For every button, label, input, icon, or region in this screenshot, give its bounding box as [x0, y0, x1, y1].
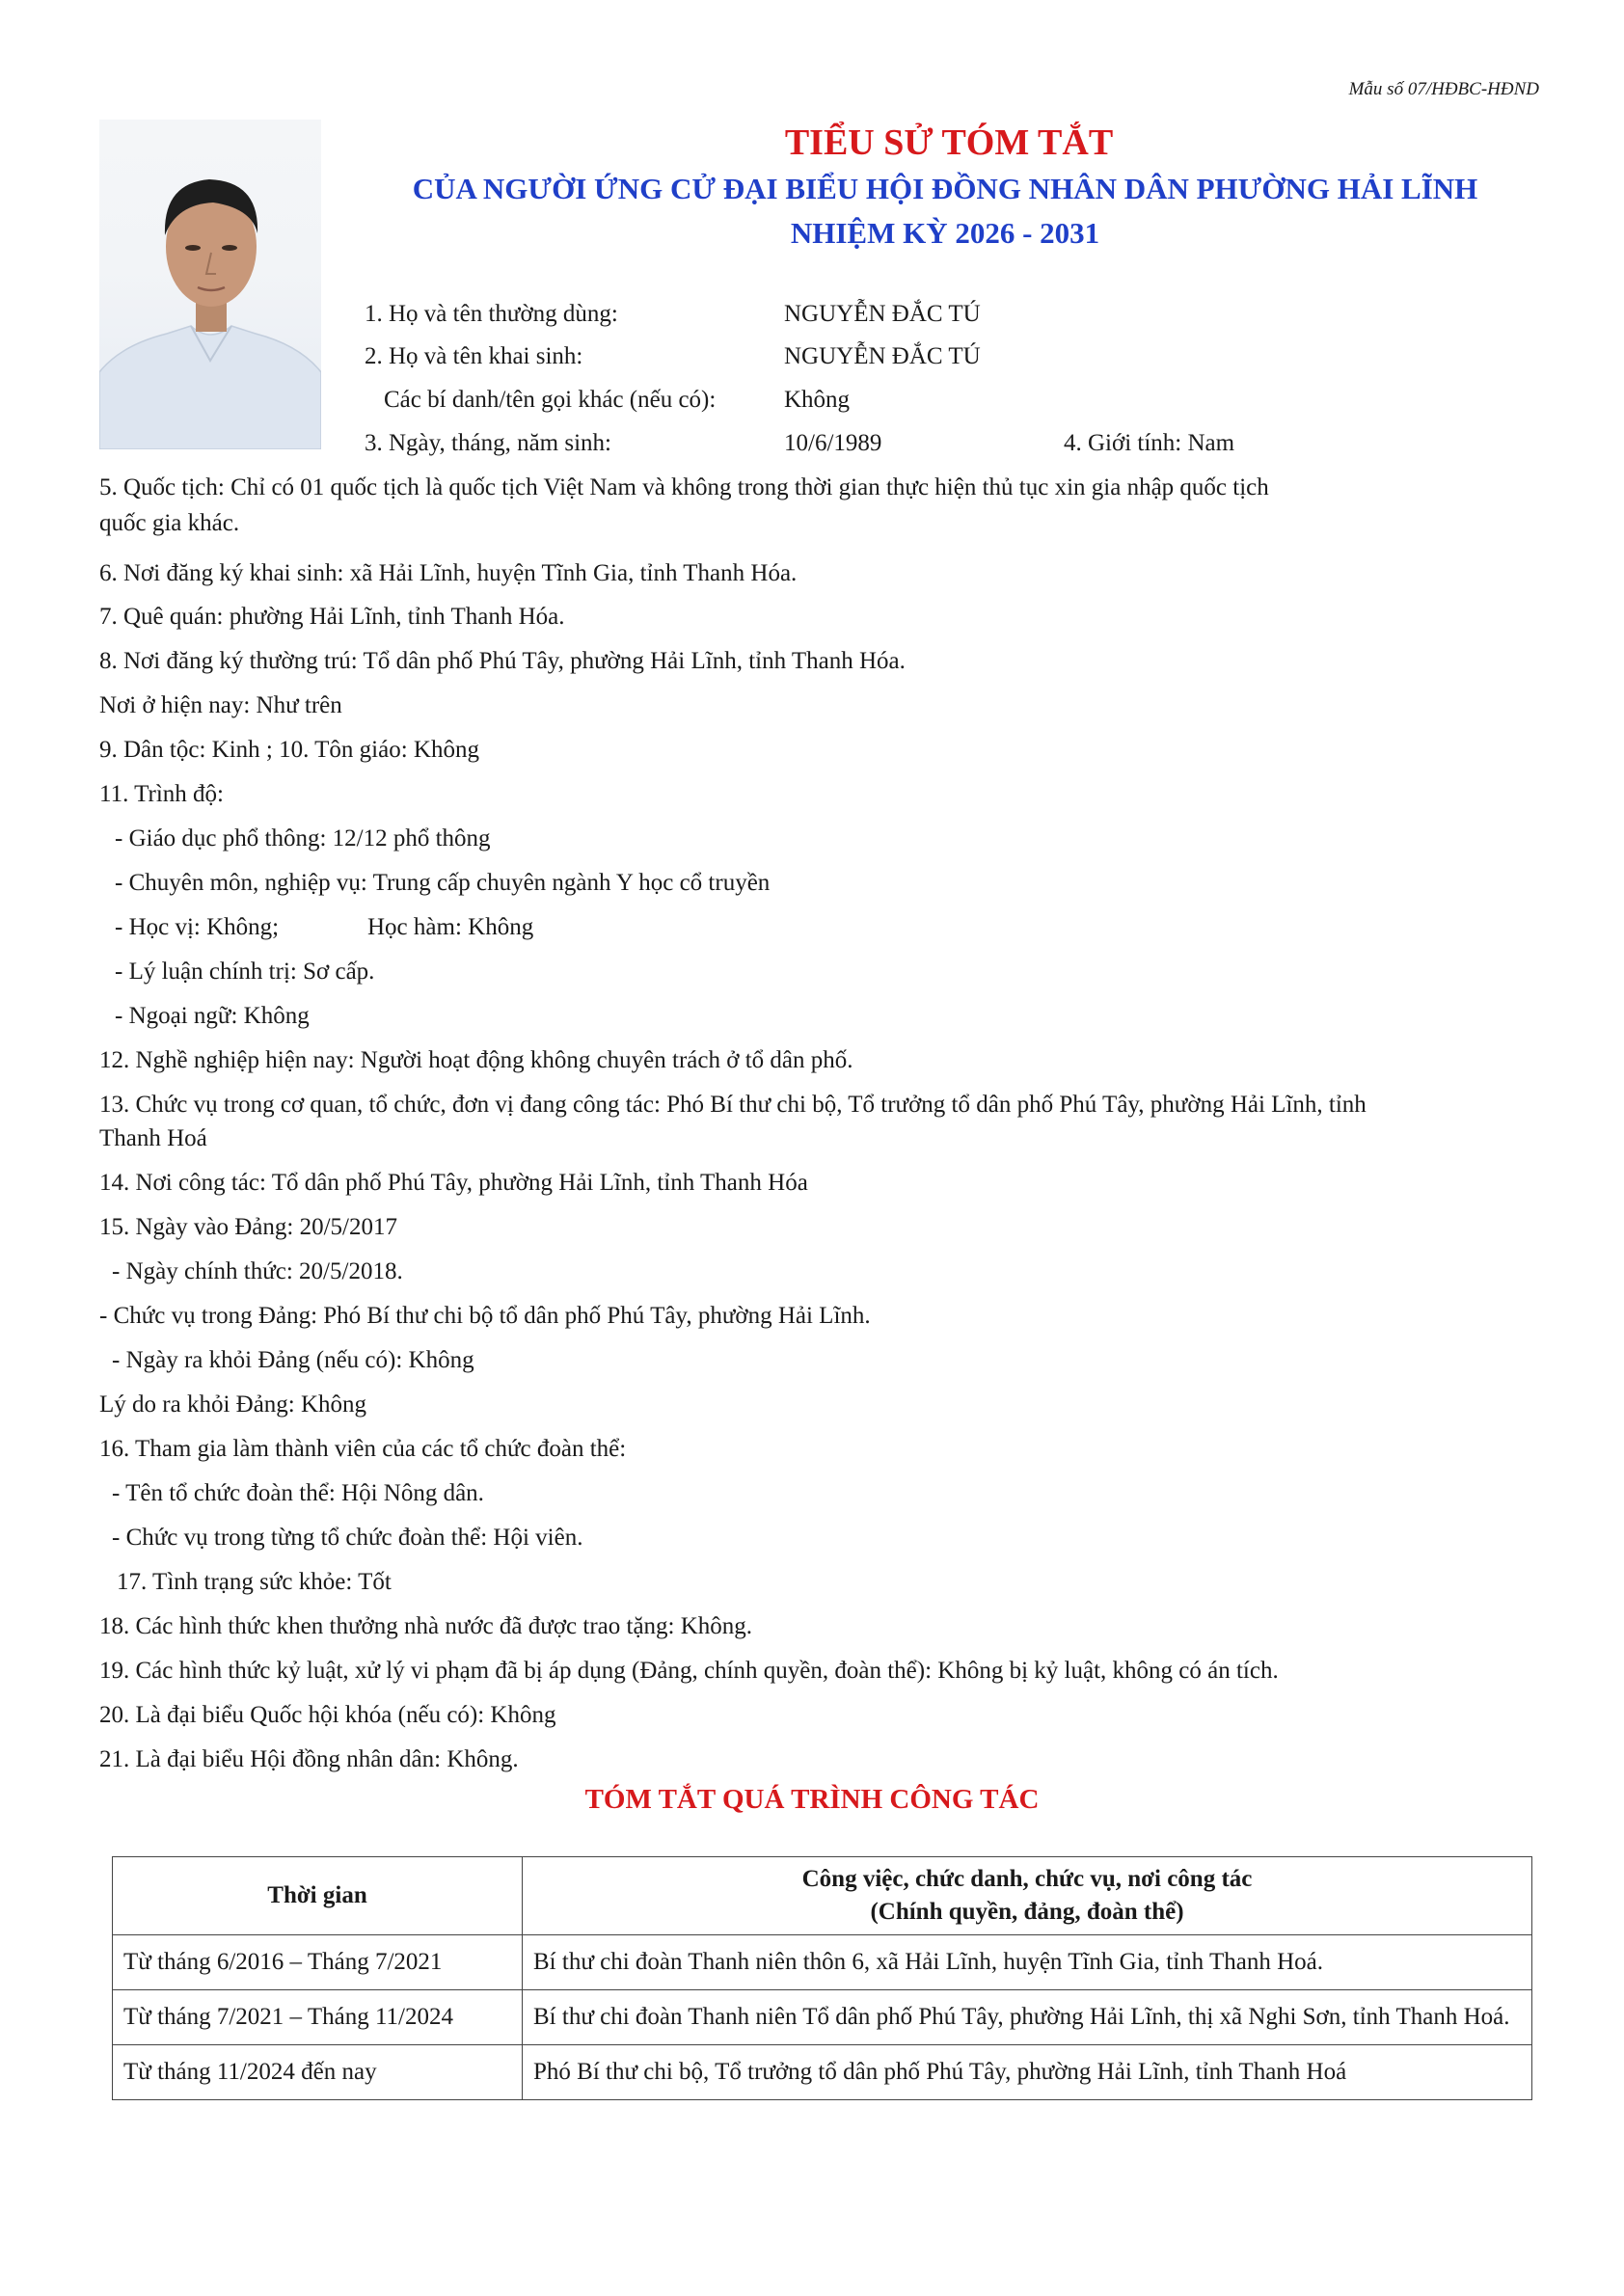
current-position-cont: Thanh Hoá [99, 1125, 207, 1151]
table-header-row [113, 1857, 1532, 1935]
candidate-photo [99, 120, 321, 449]
permanent-residence: 8. Nơi đăng ký thường trú: Tổ dân phố Phú Tây, phường Hải Lĩnh, tỉnh Thanh Hóa. [99, 648, 906, 674]
foreign-language: - Ngoại ngữ: Không [115, 1003, 310, 1029]
time-column-header: Thời gian [113, 1857, 523, 1935]
party-official-date: - Ngày chính thức: 20/5/2018. [112, 1258, 403, 1284]
table-row [113, 1990, 1532, 2045]
party-exit-date: - Ngày ra khỏi Đảng (nếu có): Không [112, 1347, 474, 1373]
political-theory: - Lý luận chính trị: Sơ cấp. [115, 959, 375, 985]
aliases-value: Không [784, 387, 851, 413]
gender-value: 4. Giới tính: Nam [1064, 430, 1235, 456]
birth-name-value: NGUYỄN ĐẮC TÚ [784, 343, 981, 369]
table-row [113, 2045, 1532, 2100]
academic-degree: - Học vị: Không; [115, 914, 280, 940]
ethnicity-religion: 9. Dân tộc: Kinh ; 10. Tôn giáo: Không [99, 737, 479, 763]
council-delegate: 21. Là đại biểu Hội đồng nhân dân: Không. [99, 1746, 519, 1772]
workplace: 14. Nơi công tác: Tổ dân phố Phú Tây, phường Hải Lĩnh, tỉnh Thanh Hóa [99, 1170, 808, 1196]
table-row [113, 1935, 1532, 1990]
work-history-title: TÓM TẮT QUÁ TRÌNH CÔNG TÁC [584, 1784, 1040, 1815]
form-number: Mẫu số 07/HĐBC-HĐND [1348, 79, 1539, 99]
work-history-table [112, 1856, 1532, 2100]
professional-qualification: - Chuyên môn, nghiệp vụ: Trung cấp chuyên ngành Y học cổ truyền [115, 870, 771, 896]
academic-title: Học hàm: Không [367, 914, 534, 940]
work-column-header-line1: Công việc, chức danh, chức vụ, nơi công tác [801, 1866, 1253, 1892]
general-education: - Giáo dục phổ thông: 12/12 phổ thông [115, 825, 491, 851]
organization-name: - Tên tổ chức đoàn thể: Hội Nông dân. [112, 1480, 484, 1506]
row-time: Từ tháng 6/2016 – Tháng 7/2021 [113, 1935, 523, 1990]
current-position: 13. Chức vụ trong cơ quan, tổ chức, đơn vị đang công tác: Phó Bí thư chi bộ, Tổ trưởng tổ dân phố Phú Tây, phường Hải Lĩnh, tỉnh [99, 1092, 1367, 1118]
portrait-photo-icon [99, 120, 321, 449]
current-residence: Nơi ở hiện nay: Như trên [99, 692, 342, 718]
work-column-header [523, 1857, 1532, 1935]
row-work: Bí thư chi đoàn Thanh niên thôn 6, xã Hải Lĩnh, huyện Tĩnh Gia, tỉnh Thanh Hoá. [523, 1935, 1532, 1990]
education-heading: 11. Trình độ: [99, 781, 224, 807]
work-column-header-line2: (Chính quyền, đảng, đoàn thể) [870, 1899, 1184, 1925]
document-subtitle: CỦA NGƯỜI ỨNG CỬ ĐẠI BIỂU HỘI ĐỒNG NHÂN DÂN PHƯỜNG HẢI LĨNH [412, 172, 1478, 205]
organizations-heading: 16. Tham gia làm thành viên của các tổ chức đoàn thể: [99, 1436, 627, 1462]
national-assembly-delegate: 20. Là đại biểu Quốc hội khóa (nếu có): Không [99, 1702, 556, 1728]
party-position: - Chức vụ trong Đảng: Phó Bí thư chi bộ tổ dân phố Phú Tây, phường Hải Lĩnh. [99, 1303, 871, 1329]
party-join-date: 15. Ngày vào Đảng: 20/5/2017 [99, 1214, 397, 1240]
party-exit-reason: Lý do ra khỏi Đảng: Không [99, 1391, 367, 1418]
birth-name-label: 2. Họ và tên khai sinh: [365, 343, 583, 369]
nationality-line-cont: quốc gia khác. [99, 510, 240, 536]
health-status: 17. Tình trạng sức khỏe: Tốt [117, 1569, 392, 1595]
common-name-value: NGUYỄN ĐẮC TÚ [784, 301, 981, 327]
row-work: Bí thư chi đoàn Thanh niên Tổ dân phố Phú Tây, phường Hải Lĩnh, thị xã Nghi Sơn, tỉnh Thanh Hoá. [523, 1990, 1532, 2045]
dob-label: 3. Ngày, tháng, năm sinh: [365, 430, 611, 456]
document-title: TIỂU SỬ TÓM TẮT [784, 122, 1114, 163]
organization-role: - Chức vụ trong từng tổ chức đoàn thể: Hội viên. [112, 1525, 583, 1551]
aliases-label: Các bí danh/tên gọi khác (nếu có): [384, 387, 717, 413]
current-occupation: 12. Nghề nghiệp hiện nay: Người hoạt động không chuyên trách ở tổ dân phố. [99, 1047, 853, 1073]
term-subtitle: NHIỆM KỲ 2026 - 2031 [790, 216, 1100, 250]
birth-registration-place: 6. Nơi đăng ký khai sinh: xã Hải Lĩnh, huyện Tĩnh Gia, tỉnh Thanh Hóa. [99, 560, 798, 586]
dob-value: 10/6/1989 [784, 430, 882, 456]
common-name-label: 1. Họ và tên thường dùng: [365, 301, 618, 327]
nationality-line: 5. Quốc tịch: Chỉ có 01 quốc tịch là quốc tịch Việt Nam và không trong thời gian thực hiện thủ tục xin gia nhập quốc tịch [99, 474, 1269, 500]
row-time: Từ tháng 7/2021 – Tháng 11/2024 [113, 1990, 523, 2045]
row-work: Phó Bí thư chi bộ, Tổ trưởng tổ dân phố Phú Tây, phường Hải Lĩnh, tỉnh Thanh Hoá [523, 2045, 1532, 2100]
disciplinary-record: 19. Các hình thức kỷ luật, xử lý vi phạm đã bị áp dụng (Đảng, chính quyền, đoàn thể): Không bị kỷ luật, không có án tích. [99, 1658, 1279, 1684]
awards: 18. Các hình thức khen thưởng nhà nước đã được trao tặng: Không. [99, 1613, 753, 1639]
row-time: Từ tháng 11/2024 đến nay [113, 2045, 523, 2100]
hometown: 7. Quê quán: phường Hải Lĩnh, tỉnh Thanh Hóa. [99, 604, 565, 630]
